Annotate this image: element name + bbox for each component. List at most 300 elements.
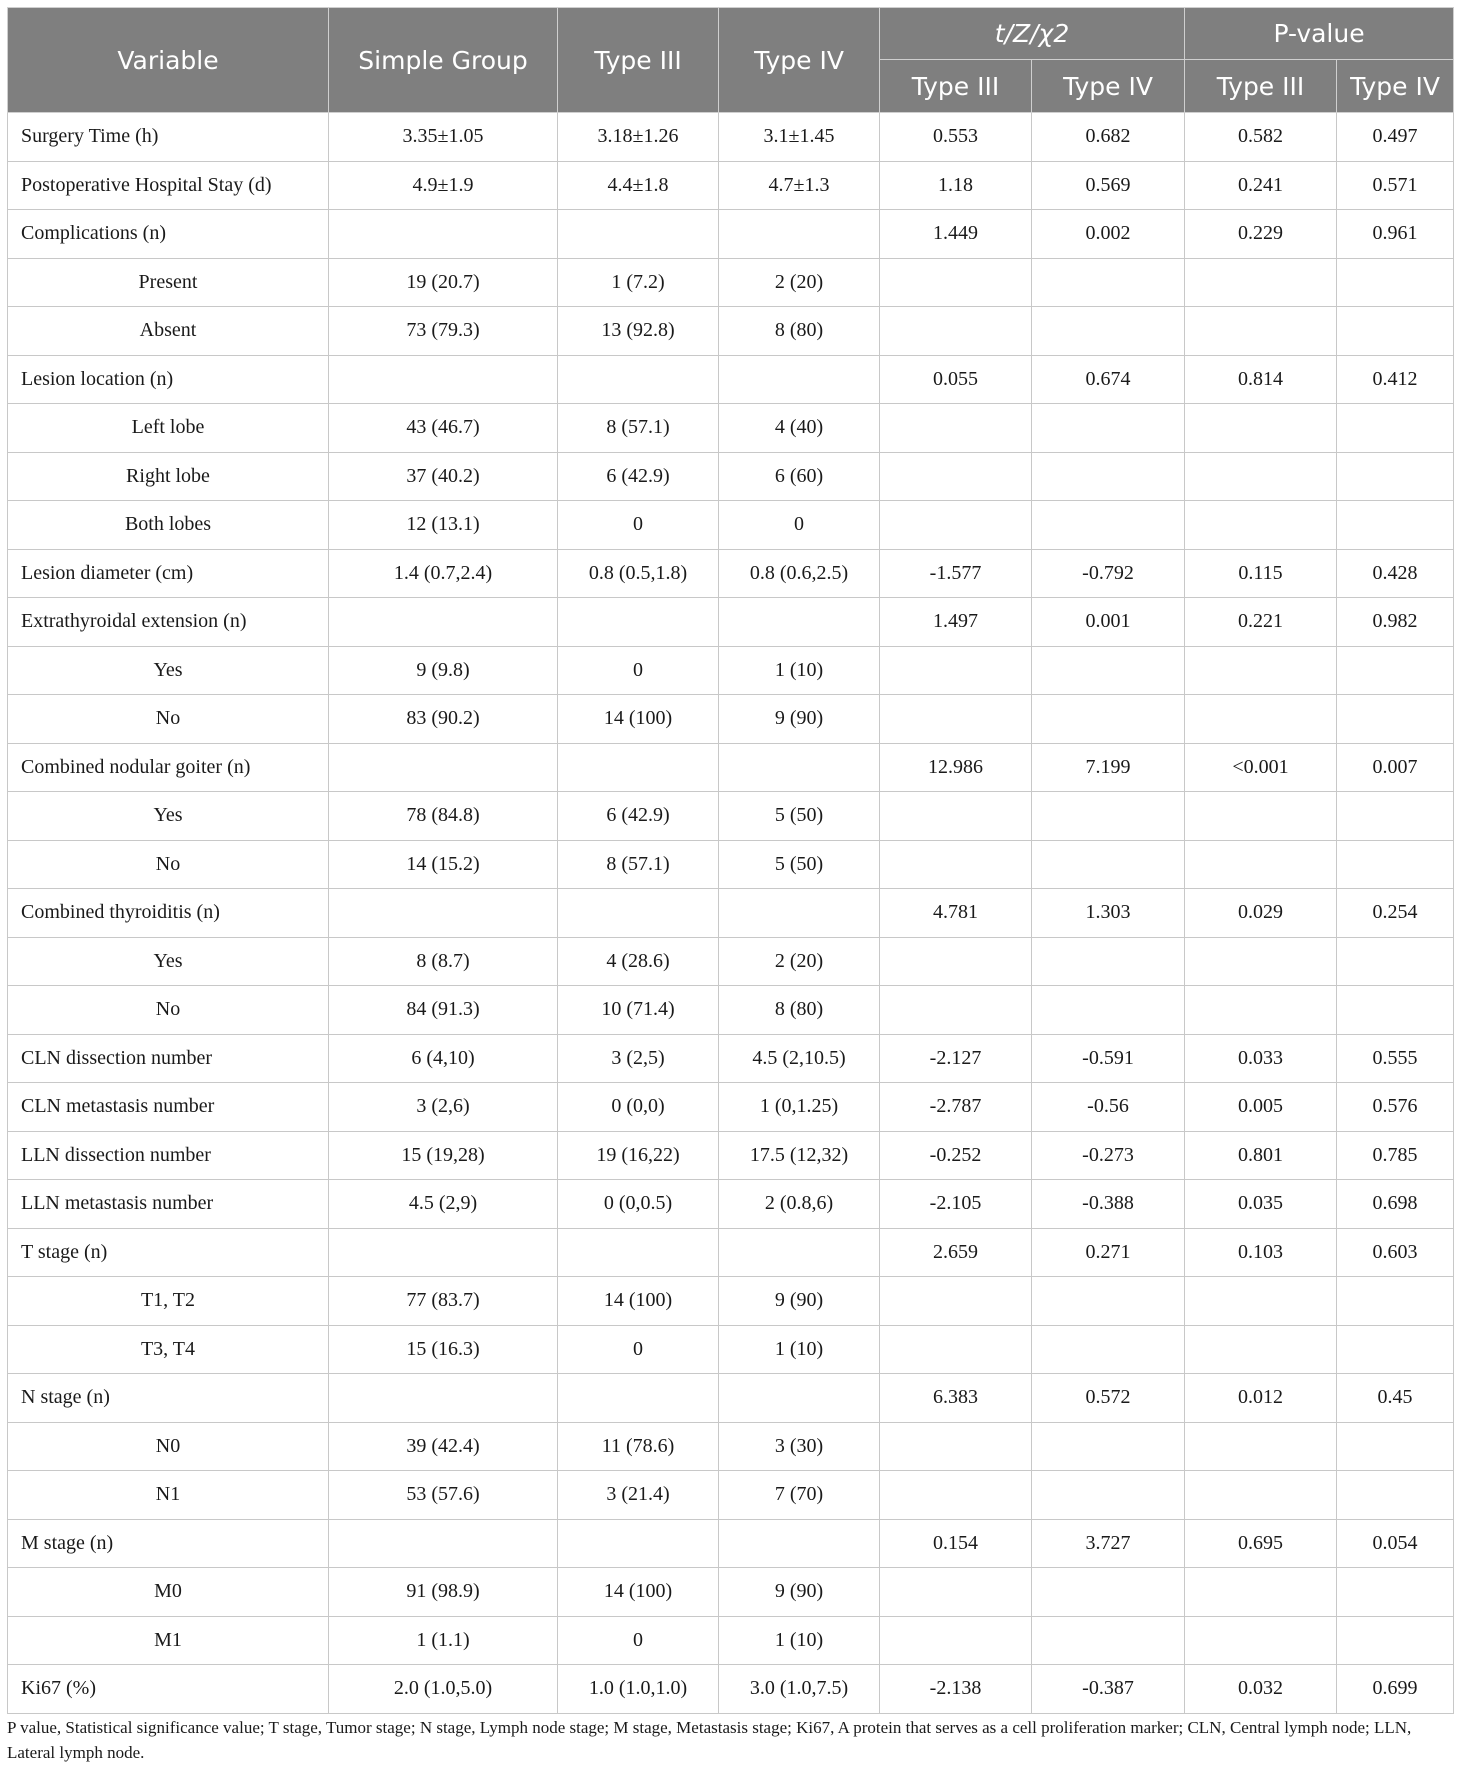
stat-type-iii-cell bbox=[880, 307, 1032, 356]
variable-cell: Surgery Time (h) bbox=[8, 113, 329, 162]
type-iii-cell bbox=[558, 1228, 719, 1277]
table-row bbox=[8, 1422, 1454, 1471]
stat-type-iv-cell bbox=[1032, 840, 1185, 889]
variable-cell: No bbox=[8, 986, 329, 1035]
table-row bbox=[8, 307, 1454, 356]
p-type-iii-cell: 0.221 bbox=[1185, 598, 1337, 647]
table-row bbox=[8, 889, 1454, 938]
table-row bbox=[8, 646, 1454, 695]
simple-group-cell: 83 (90.2) bbox=[329, 695, 558, 744]
header-p-value: P-value bbox=[1185, 8, 1454, 60]
table-row bbox=[8, 1228, 1454, 1277]
type-iv-cell bbox=[719, 889, 880, 938]
type-iii-cell: 0 bbox=[558, 646, 719, 695]
variable-cell: M0 bbox=[8, 1568, 329, 1617]
stat-type-iv-cell: 0.271 bbox=[1032, 1228, 1185, 1277]
table-row bbox=[8, 501, 1454, 550]
simple-group-cell: 1.4 (0.7,2.4) bbox=[329, 549, 558, 598]
p-type-iii-cell bbox=[1185, 404, 1337, 453]
simple-group-cell: 12 (13.1) bbox=[329, 501, 558, 550]
type-iv-cell: 1 (10) bbox=[719, 646, 880, 695]
stat-type-iii-cell: -0.252 bbox=[880, 1131, 1032, 1180]
type-iv-cell bbox=[719, 1374, 880, 1423]
stat-type-iii-cell bbox=[880, 1422, 1032, 1471]
simple-group-cell: 43 (46.7) bbox=[329, 404, 558, 453]
stat-type-iii-cell: -1.577 bbox=[880, 549, 1032, 598]
variable-cell: N1 bbox=[8, 1471, 329, 1520]
type-iii-cell bbox=[558, 1519, 719, 1568]
stat-type-iv-cell: 0.001 bbox=[1032, 598, 1185, 647]
stat-type-iv-cell: -0.388 bbox=[1032, 1180, 1185, 1229]
simple-group-cell bbox=[329, 598, 558, 647]
type-iii-cell: 0 bbox=[558, 1616, 719, 1665]
simple-group-cell: 14 (15.2) bbox=[329, 840, 558, 889]
p-type-iv-cell bbox=[1337, 695, 1454, 744]
stat-type-iv-cell bbox=[1032, 792, 1185, 841]
type-iv-cell: 1 (10) bbox=[719, 1616, 880, 1665]
type-iv-cell bbox=[719, 210, 880, 259]
variable-cell: N stage (n) bbox=[8, 1374, 329, 1423]
p-type-iv-cell bbox=[1337, 404, 1454, 453]
stat-type-iv-cell: -0.273 bbox=[1032, 1131, 1185, 1180]
type-iv-cell: 7 (70) bbox=[719, 1471, 880, 1520]
simple-group-cell: 4.9±1.9 bbox=[329, 161, 558, 210]
table-row bbox=[8, 355, 1454, 404]
stat-type-iii-cell bbox=[880, 1277, 1032, 1326]
p-type-iii-cell bbox=[1185, 452, 1337, 501]
p-type-iii-cell bbox=[1185, 695, 1337, 744]
p-type-iii-cell: 0.005 bbox=[1185, 1083, 1337, 1132]
type-iii-cell: 3.18±1.26 bbox=[558, 113, 719, 162]
type-iii-cell: 4.4±1.8 bbox=[558, 161, 719, 210]
variable-cell: Left lobe bbox=[8, 404, 329, 453]
stat-type-iii-cell: 0.055 bbox=[880, 355, 1032, 404]
table-footnote: P value, Statistical significance value; T stage, Tumor stage; N stage, Lymph node stage; M stage, Metastasis stage; Ki67, A protein that serves as a cell proliferation marker; CLN, Central lymph node; LLN, Lateral lymph node. bbox=[7, 1718, 1412, 1762]
type-iv-cell: 2 (0.8,6) bbox=[719, 1180, 880, 1229]
stat-type-iii-cell bbox=[880, 792, 1032, 841]
stat-type-iii-cell bbox=[880, 1568, 1032, 1617]
simple-group-cell bbox=[329, 210, 558, 259]
stat-type-iv-cell bbox=[1032, 1422, 1185, 1471]
stat-type-iv-cell bbox=[1032, 1568, 1185, 1617]
p-type-iv-cell: 0.412 bbox=[1337, 355, 1454, 404]
type-iii-cell: 13 (92.8) bbox=[558, 307, 719, 356]
type-iii-cell: 0 (0,0.5) bbox=[558, 1180, 719, 1229]
stat-type-iii-cell bbox=[880, 986, 1032, 1035]
stat-type-iii-cell: 12.986 bbox=[880, 743, 1032, 792]
table-row bbox=[8, 986, 1454, 1035]
variable-cell: Both lobes bbox=[8, 501, 329, 550]
type-iv-cell: 17.5 (12,32) bbox=[719, 1131, 880, 1180]
stat-type-iii-cell bbox=[880, 1325, 1032, 1374]
table-row bbox=[8, 1083, 1454, 1132]
p-type-iv-cell bbox=[1337, 501, 1454, 550]
p-type-iv-cell bbox=[1337, 937, 1454, 986]
p-type-iv-cell bbox=[1337, 986, 1454, 1035]
stat-type-iv-cell bbox=[1032, 307, 1185, 356]
p-type-iii-cell: 0.115 bbox=[1185, 549, 1337, 598]
p-type-iii-cell bbox=[1185, 986, 1337, 1035]
type-iii-cell: 3 (21.4) bbox=[558, 1471, 719, 1520]
stat-type-iii-cell: -2.138 bbox=[880, 1665, 1032, 1714]
table-body bbox=[8, 113, 1454, 1714]
table-row bbox=[8, 1034, 1454, 1083]
header-variable: Variable bbox=[8, 8, 329, 113]
type-iv-cell: 8 (80) bbox=[719, 986, 880, 1035]
type-iii-cell: 8 (57.1) bbox=[558, 840, 719, 889]
variable-cell: LLN dissection number bbox=[8, 1131, 329, 1180]
p-type-iv-cell: 0.982 bbox=[1337, 598, 1454, 647]
p-type-iv-cell: 0.576 bbox=[1337, 1083, 1454, 1132]
p-type-iii-cell: 0.229 bbox=[1185, 210, 1337, 259]
table-row bbox=[8, 452, 1454, 501]
type-iii-cell: 10 (71.4) bbox=[558, 986, 719, 1035]
p-type-iii-cell bbox=[1185, 1325, 1337, 1374]
table-header bbox=[8, 8, 1454, 113]
variable-cell: Complications (n) bbox=[8, 210, 329, 259]
variable-cell: M1 bbox=[8, 1616, 329, 1665]
stat-type-iii-cell bbox=[880, 501, 1032, 550]
stat-type-iv-cell bbox=[1032, 1277, 1185, 1326]
simple-group-cell: 2.0 (1.0,5.0) bbox=[329, 1665, 558, 1714]
stat-type-iv-cell: -0.591 bbox=[1032, 1034, 1185, 1083]
variable-cell: T1, T2 bbox=[8, 1277, 329, 1326]
stat-type-iii-cell: 0.553 bbox=[880, 113, 1032, 162]
simple-group-cell: 15 (16.3) bbox=[329, 1325, 558, 1374]
header-type-iv: Type IV bbox=[719, 8, 880, 113]
p-type-iii-cell bbox=[1185, 1616, 1337, 1665]
p-type-iv-cell: 0.555 bbox=[1337, 1034, 1454, 1083]
stat-type-iii-cell: 1.449 bbox=[880, 210, 1032, 259]
stat-type-iii-cell: 4.781 bbox=[880, 889, 1032, 938]
type-iv-cell bbox=[719, 598, 880, 647]
p-type-iii-cell bbox=[1185, 1277, 1337, 1326]
type-iii-cell: 6 (42.9) bbox=[558, 452, 719, 501]
p-type-iii-cell bbox=[1185, 937, 1337, 986]
simple-group-cell: 53 (57.6) bbox=[329, 1471, 558, 1520]
p-type-iii-cell: 0.103 bbox=[1185, 1228, 1337, 1277]
p-type-iii-cell: 0.582 bbox=[1185, 113, 1337, 162]
stat-type-iv-cell: 0.572 bbox=[1032, 1374, 1185, 1423]
stat-type-iv-cell: -0.387 bbox=[1032, 1665, 1185, 1714]
table-row bbox=[8, 113, 1454, 162]
p-type-iii-cell bbox=[1185, 258, 1337, 307]
p-type-iii-cell: <0.001 bbox=[1185, 743, 1337, 792]
stat-type-iii-cell bbox=[880, 840, 1032, 889]
variable-cell: T3, T4 bbox=[8, 1325, 329, 1374]
stat-type-iii-cell: 1.497 bbox=[880, 598, 1032, 647]
p-type-iv-cell bbox=[1337, 258, 1454, 307]
type-iv-cell bbox=[719, 355, 880, 404]
type-iii-cell bbox=[558, 210, 719, 259]
stat-type-iii-cell bbox=[880, 1616, 1032, 1665]
type-iii-cell: 11 (78.6) bbox=[558, 1422, 719, 1471]
stat-type-iv-cell bbox=[1032, 1471, 1185, 1520]
type-iv-cell: 5 (50) bbox=[719, 840, 880, 889]
stat-type-iii-cell bbox=[880, 646, 1032, 695]
stat-type-iv-cell bbox=[1032, 404, 1185, 453]
p-type-iv-cell bbox=[1337, 1471, 1454, 1520]
stat-type-iv-cell: 0.674 bbox=[1032, 355, 1185, 404]
p-type-iv-cell bbox=[1337, 452, 1454, 501]
simple-group-cell: 6 (4,10) bbox=[329, 1034, 558, 1083]
p-type-iii-cell bbox=[1185, 1471, 1337, 1520]
type-iv-cell: 3.1±1.45 bbox=[719, 113, 880, 162]
type-iv-cell: 4 (40) bbox=[719, 404, 880, 453]
simple-group-cell: 4.5 (2,9) bbox=[329, 1180, 558, 1229]
type-iii-cell: 0.8 (0.5,1.8) bbox=[558, 549, 719, 598]
simple-group-cell: 1 (1.1) bbox=[329, 1616, 558, 1665]
p-type-iii-cell: 0.241 bbox=[1185, 161, 1337, 210]
table-row bbox=[8, 258, 1454, 307]
p-type-iv-cell: 0.603 bbox=[1337, 1228, 1454, 1277]
variable-cell: M stage (n) bbox=[8, 1519, 329, 1568]
type-iv-cell: 9 (90) bbox=[719, 1568, 880, 1617]
stat-type-iv-cell bbox=[1032, 646, 1185, 695]
simple-group-cell bbox=[329, 355, 558, 404]
stat-type-iv-cell: -0.56 bbox=[1032, 1083, 1185, 1132]
stat-type-iv-cell: 0.569 bbox=[1032, 161, 1185, 210]
header-test-statistic: t/Z/χ2 bbox=[880, 8, 1185, 60]
type-iv-cell bbox=[719, 743, 880, 792]
table-row bbox=[8, 1568, 1454, 1617]
variable-cell: LLN metastasis number bbox=[8, 1180, 329, 1229]
stat-type-iv-cell: 1.303 bbox=[1032, 889, 1185, 938]
p-type-iv-cell bbox=[1337, 1616, 1454, 1665]
variable-cell: Extrathyroidal extension (n) bbox=[8, 598, 329, 647]
stat-type-iii-cell: -2.127 bbox=[880, 1034, 1032, 1083]
p-type-iv-cell bbox=[1337, 792, 1454, 841]
p-type-iii-cell: 0.033 bbox=[1185, 1034, 1337, 1083]
type-iv-cell: 2 (20) bbox=[719, 258, 880, 307]
variable-cell: Lesion diameter (cm) bbox=[8, 549, 329, 598]
type-iv-cell: 3 (30) bbox=[719, 1422, 880, 1471]
type-iv-cell: 0 bbox=[719, 501, 880, 550]
table-row bbox=[8, 792, 1454, 841]
type-iv-cell: 2 (20) bbox=[719, 937, 880, 986]
p-type-iv-cell: 0.45 bbox=[1337, 1374, 1454, 1423]
type-iii-cell: 1.0 (1.0,1.0) bbox=[558, 1665, 719, 1714]
type-iii-cell: 0 bbox=[558, 501, 719, 550]
variable-cell: Right lobe bbox=[8, 452, 329, 501]
stat-type-iii-cell: -2.105 bbox=[880, 1180, 1032, 1229]
simple-group-cell: 3.35±1.05 bbox=[329, 113, 558, 162]
type-iv-cell: 3.0 (1.0,7.5) bbox=[719, 1665, 880, 1714]
variable-cell: Present bbox=[8, 258, 329, 307]
table-row bbox=[8, 161, 1454, 210]
stat-type-iii-cell: -2.787 bbox=[880, 1083, 1032, 1132]
type-iv-cell: 1 (0,1.25) bbox=[719, 1083, 880, 1132]
type-iii-cell: 0 (0,0) bbox=[558, 1083, 719, 1132]
type-iv-cell: 9 (90) bbox=[719, 695, 880, 744]
simple-group-cell bbox=[329, 889, 558, 938]
stat-type-iv-cell bbox=[1032, 1616, 1185, 1665]
type-iii-cell bbox=[558, 598, 719, 647]
p-type-iv-cell: 0.785 bbox=[1337, 1131, 1454, 1180]
p-type-iii-cell bbox=[1185, 1568, 1337, 1617]
simple-group-cell: 8 (8.7) bbox=[329, 937, 558, 986]
p-type-iii-cell bbox=[1185, 792, 1337, 841]
type-iv-cell: 6 (60) bbox=[719, 452, 880, 501]
table-row bbox=[8, 1131, 1454, 1180]
p-type-iii-cell: 0.695 bbox=[1185, 1519, 1337, 1568]
type-iv-cell bbox=[719, 1519, 880, 1568]
stat-type-iv-cell bbox=[1032, 1325, 1185, 1374]
simple-group-cell: 3 (2,6) bbox=[329, 1083, 558, 1132]
subheader-stat-type-iii: Type III bbox=[880, 60, 1032, 113]
simple-group-cell: 39 (42.4) bbox=[329, 1422, 558, 1471]
variable-cell: Yes bbox=[8, 937, 329, 986]
variable-cell: Combined nodular goiter (n) bbox=[8, 743, 329, 792]
simple-group-cell: 78 (84.8) bbox=[329, 792, 558, 841]
stat-type-iii-cell bbox=[880, 1471, 1032, 1520]
p-type-iv-cell: 0.054 bbox=[1337, 1519, 1454, 1568]
variable-cell: Absent bbox=[8, 307, 329, 356]
p-type-iv-cell: 0.428 bbox=[1337, 549, 1454, 598]
stat-type-iii-cell bbox=[880, 404, 1032, 453]
p-type-iv-cell bbox=[1337, 307, 1454, 356]
stat-type-iii-cell: 6.383 bbox=[880, 1374, 1032, 1423]
stat-type-iii-cell bbox=[880, 695, 1032, 744]
stat-type-iii-cell bbox=[880, 258, 1032, 307]
p-type-iii-cell bbox=[1185, 646, 1337, 695]
p-type-iii-cell: 0.029 bbox=[1185, 889, 1337, 938]
p-type-iv-cell: 0.497 bbox=[1337, 113, 1454, 162]
stat-type-iii-cell: 0.154 bbox=[880, 1519, 1032, 1568]
p-type-iv-cell: 0.007 bbox=[1337, 743, 1454, 792]
stat-type-iv-cell bbox=[1032, 986, 1185, 1035]
type-iv-cell: 4.7±1.3 bbox=[719, 161, 880, 210]
p-type-iii-cell bbox=[1185, 1422, 1337, 1471]
p-type-iii-cell: 0.032 bbox=[1185, 1665, 1337, 1714]
stat-type-iv-cell bbox=[1032, 452, 1185, 501]
table-row bbox=[8, 1374, 1454, 1423]
table-row bbox=[8, 937, 1454, 986]
stat-type-iii-cell: 2.659 bbox=[880, 1228, 1032, 1277]
variable-cell: Ki67 (%) bbox=[8, 1665, 329, 1714]
p-type-iii-cell: 0.801 bbox=[1185, 1131, 1337, 1180]
variable-cell: Combined thyroiditis (n) bbox=[8, 889, 329, 938]
table-row bbox=[8, 549, 1454, 598]
simple-group-cell: 9 (9.8) bbox=[329, 646, 558, 695]
type-iii-cell: 4 (28.6) bbox=[558, 937, 719, 986]
p-type-iii-cell bbox=[1185, 501, 1337, 550]
table-row bbox=[8, 598, 1454, 647]
stat-type-iv-cell: 3.727 bbox=[1032, 1519, 1185, 1568]
type-iii-cell: 3 (2,5) bbox=[558, 1034, 719, 1083]
type-iii-cell: 0 bbox=[558, 1325, 719, 1374]
p-type-iv-cell bbox=[1337, 646, 1454, 695]
table-row bbox=[8, 1277, 1454, 1326]
table-row bbox=[8, 1325, 1454, 1374]
table-row bbox=[8, 1616, 1454, 1665]
p-type-iii-cell: 0.035 bbox=[1185, 1180, 1337, 1229]
stat-type-iv-cell: -0.792 bbox=[1032, 549, 1185, 598]
type-iii-cell bbox=[558, 743, 719, 792]
p-type-iii-cell bbox=[1185, 307, 1337, 356]
results-table-container bbox=[7, 7, 1453, 1714]
simple-group-cell bbox=[329, 1374, 558, 1423]
type-iv-cell: 1 (10) bbox=[719, 1325, 880, 1374]
p-type-iii-cell: 0.012 bbox=[1185, 1374, 1337, 1423]
stat-type-iv-cell bbox=[1032, 258, 1185, 307]
variable-cell: Yes bbox=[8, 792, 329, 841]
p-type-iii-cell bbox=[1185, 840, 1337, 889]
type-iii-cell: 19 (16,22) bbox=[558, 1131, 719, 1180]
type-iii-cell bbox=[558, 1374, 719, 1423]
type-iii-cell: 14 (100) bbox=[558, 1277, 719, 1326]
simple-group-cell bbox=[329, 1519, 558, 1568]
p-type-iv-cell: 0.254 bbox=[1337, 889, 1454, 938]
type-iv-cell bbox=[719, 1228, 880, 1277]
stat-type-iv-cell: 7.199 bbox=[1032, 743, 1185, 792]
table-row bbox=[8, 1665, 1454, 1714]
p-type-iv-cell: 0.698 bbox=[1337, 1180, 1454, 1229]
p-type-iv-cell bbox=[1337, 840, 1454, 889]
type-iii-cell: 8 (57.1) bbox=[558, 404, 719, 453]
p-type-iv-cell bbox=[1337, 1277, 1454, 1326]
type-iv-cell: 9 (90) bbox=[719, 1277, 880, 1326]
type-iii-cell: 14 (100) bbox=[558, 695, 719, 744]
simple-group-cell: 91 (98.9) bbox=[329, 1568, 558, 1617]
type-iii-cell: 6 (42.9) bbox=[558, 792, 719, 841]
table-row bbox=[8, 1180, 1454, 1229]
subheader-p-type-iii: Type III bbox=[1185, 60, 1337, 113]
p-type-iii-cell: 0.814 bbox=[1185, 355, 1337, 404]
type-iii-cell: 1 (7.2) bbox=[558, 258, 719, 307]
variable-cell: CLN dissection number bbox=[8, 1034, 329, 1083]
simple-group-cell: 77 (83.7) bbox=[329, 1277, 558, 1326]
p-type-iv-cell: 0.699 bbox=[1337, 1665, 1454, 1714]
simple-group-cell: 15 (19,28) bbox=[329, 1131, 558, 1180]
variable-cell: T stage (n) bbox=[8, 1228, 329, 1277]
type-iv-cell: 5 (50) bbox=[719, 792, 880, 841]
results-table bbox=[7, 7, 1454, 1714]
header-simple-group: Simple Group bbox=[329, 8, 558, 113]
variable-cell: N0 bbox=[8, 1422, 329, 1471]
type-iv-cell: 8 (80) bbox=[719, 307, 880, 356]
variable-cell: No bbox=[8, 840, 329, 889]
stat-type-iii-cell bbox=[880, 937, 1032, 986]
table-row bbox=[8, 1519, 1454, 1568]
p-type-iv-cell bbox=[1337, 1325, 1454, 1374]
subheader-p-type-iv: Type IV bbox=[1337, 60, 1454, 113]
simple-group-cell: 73 (79.3) bbox=[329, 307, 558, 356]
simple-group-cell: 37 (40.2) bbox=[329, 452, 558, 501]
stat-type-iv-cell: 0.002 bbox=[1032, 210, 1185, 259]
p-type-iv-cell: 0.961 bbox=[1337, 210, 1454, 259]
subheader-stat-type-iv: Type IV bbox=[1032, 60, 1185, 113]
simple-group-cell: 19 (20.7) bbox=[329, 258, 558, 307]
p-type-iv-cell bbox=[1337, 1568, 1454, 1617]
type-iii-cell bbox=[558, 355, 719, 404]
table-row bbox=[8, 404, 1454, 453]
type-iv-cell: 4.5 (2,10.5) bbox=[719, 1034, 880, 1083]
p-type-iv-cell: 0.571 bbox=[1337, 161, 1454, 210]
variable-cell: Postoperative Hospital Stay (d) bbox=[8, 161, 329, 210]
stat-type-iv-cell bbox=[1032, 695, 1185, 744]
simple-group-cell bbox=[329, 743, 558, 792]
stat-type-iii-cell: 1.18 bbox=[880, 161, 1032, 210]
simple-group-cell bbox=[329, 1228, 558, 1277]
header-type-iii: Type III bbox=[558, 8, 719, 113]
simple-group-cell: 84 (91.3) bbox=[329, 986, 558, 1035]
type-iv-cell: 0.8 (0.6,2.5) bbox=[719, 549, 880, 598]
table-row bbox=[8, 695, 1454, 744]
table-row bbox=[8, 210, 1454, 259]
table-row bbox=[8, 743, 1454, 792]
table-row bbox=[8, 840, 1454, 889]
